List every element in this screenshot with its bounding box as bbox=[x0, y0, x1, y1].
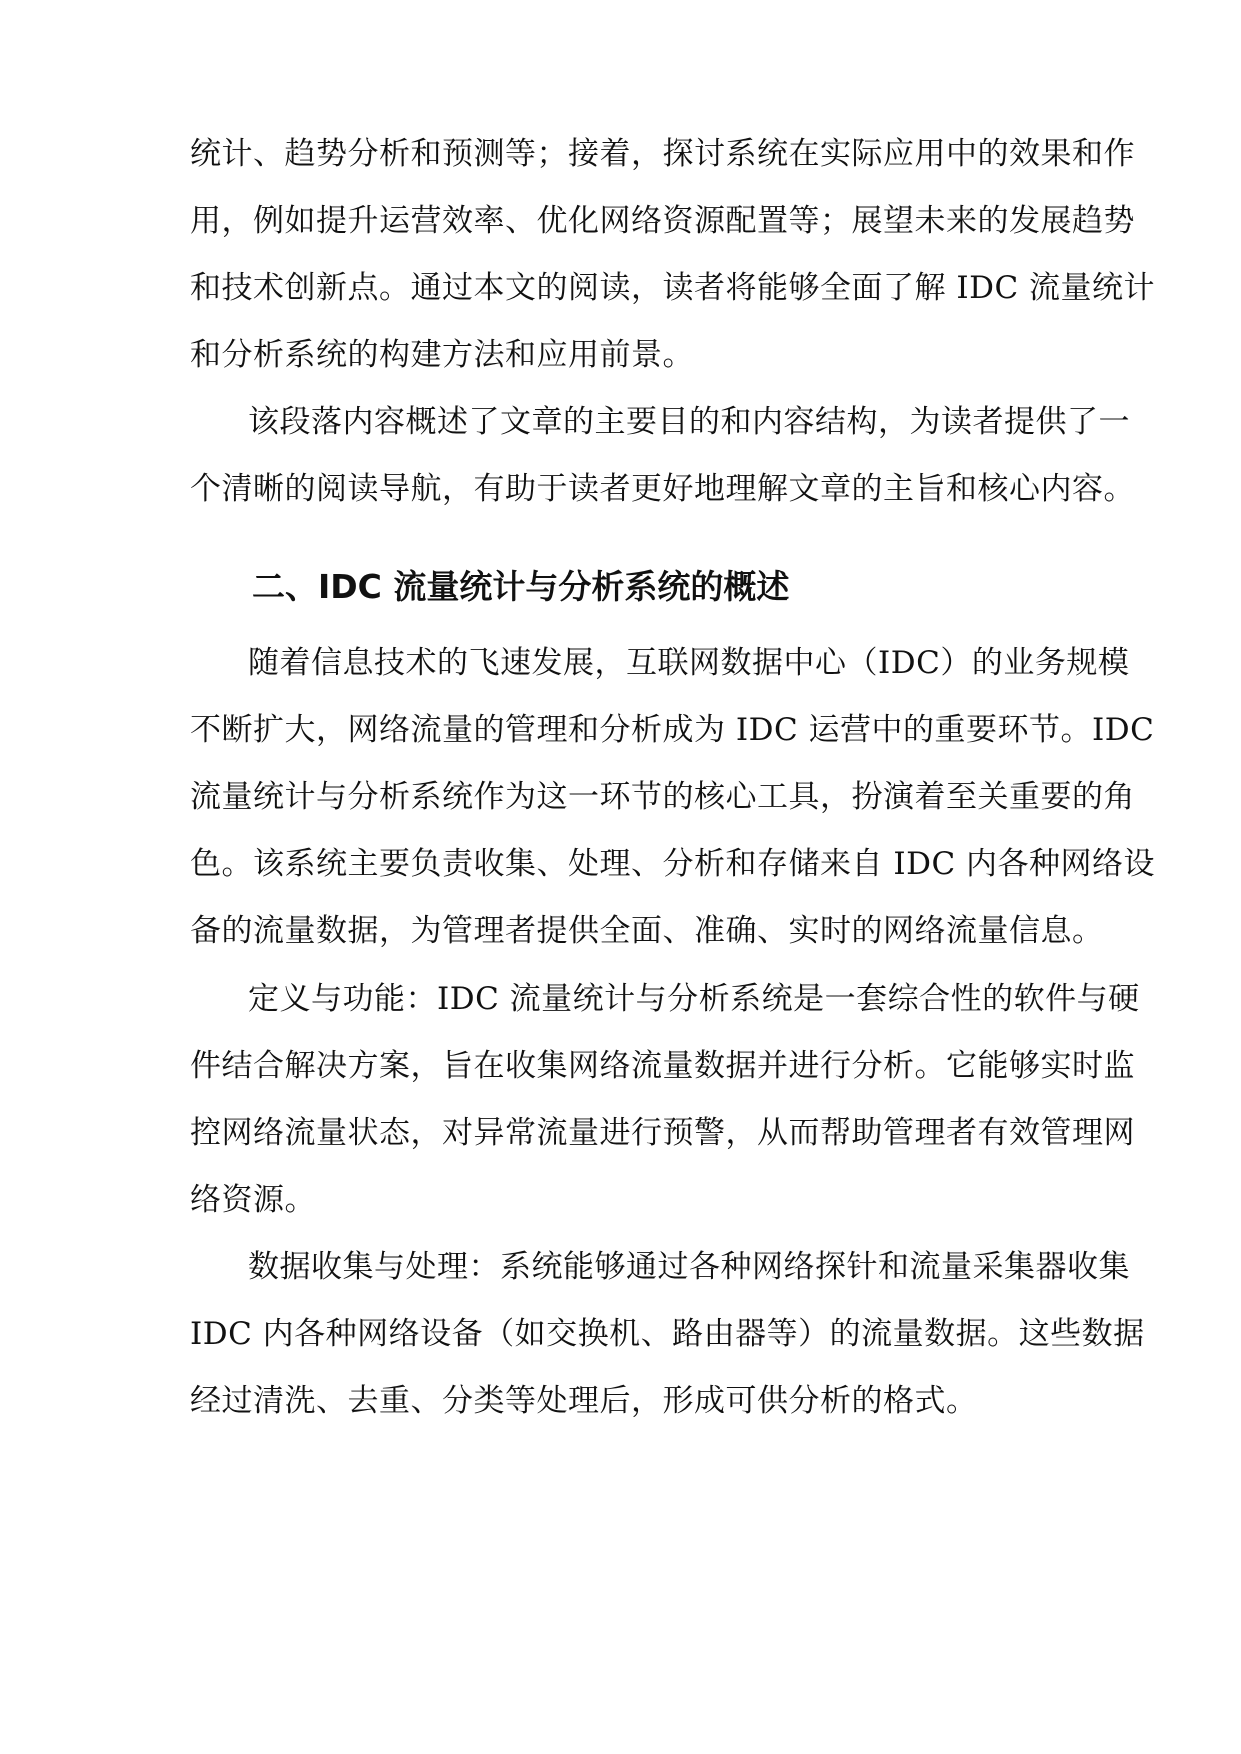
section-p3-line-3: 经过清洗、去重、分类等处理后，形成可供分析的格式。 bbox=[190, 1383, 978, 1419]
section-p3-line-2: IDC 内各种网络设备（如交换机、路由器等）的流量数据。这些数据 bbox=[190, 1316, 1145, 1352]
section-p3-line-1: 数据收集与处理：系统能够通过各种网络探针和流量采集器收集 bbox=[248, 1249, 1130, 1285]
section-p1-line-3: 流量统计与分析系统作为这一环节的核心工具，扮演着至关重要的角 bbox=[190, 779, 1135, 815]
section-p2-line-4: 络资源。 bbox=[190, 1182, 316, 1218]
intro-line-2: 用，例如提升运营效率、优化网络资源配置等；展望未来的发展趋势 bbox=[190, 203, 1135, 239]
section-p1-line-2: 不断扩大，网络流量的管理和分析成为 IDC 运营中的重要环节。IDC bbox=[190, 712, 1155, 748]
section-heading: 二、IDC 流量统计与分析系统的概述 bbox=[252, 567, 790, 606]
section-p1-line-5: 备的流量数据，为管理者提供全面、准确、实时的网络流量信息。 bbox=[190, 913, 1104, 949]
intro-line-4: 和分析系统的构建方法和应用前景。 bbox=[190, 337, 694, 373]
summary-line-1: 该段落内容概述了文章的主要目的和内容结构，为读者提供了一 bbox=[248, 404, 1130, 440]
summary-line-2: 个清晰的阅读导航，有助于读者更好地理解文章的主旨和核心内容。 bbox=[190, 471, 1135, 507]
section-p2-line-1: 定义与功能：IDC 流量统计与分析系统是一套综合性的软件与硬 bbox=[248, 981, 1140, 1017]
intro-line-1: 统计、趋势分析和预测等；接着，探讨系统在实际应用中的效果和作 bbox=[190, 136, 1135, 172]
section-p2-line-3: 控网络流量状态，对异常流量进行预警，从而帮助管理者有效管理网 bbox=[190, 1115, 1135, 1151]
intro-line-3: 和技术创新点。通过本文的阅读，读者将能够全面了解 IDC 流量统计 bbox=[190, 270, 1156, 306]
section-p2-line-2: 件结合解决方案，旨在收集网络流量数据并进行分析。它能够实时监 bbox=[190, 1048, 1135, 1084]
section-p1-line-1: 随着信息技术的飞速发展，互联网数据中心（IDC）的业务规模 bbox=[248, 645, 1130, 681]
section-p1-line-4: 色。该系统主要负责收集、处理、分析和存储来自 IDC 内各种网络设 bbox=[190, 846, 1156, 882]
